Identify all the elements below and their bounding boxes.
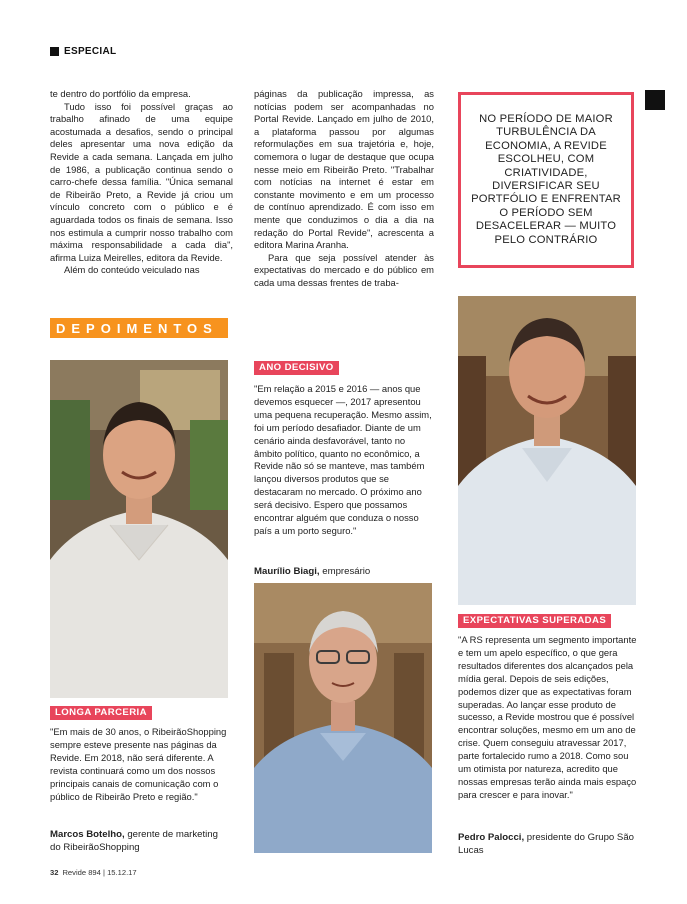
pull-quote (458, 92, 634, 268)
testimonial-tag: EXPECTATIVAS SUPERADAS (458, 614, 611, 628)
testimonial-name: Maurílio Biagi, (254, 566, 320, 577)
page-footer (50, 868, 137, 877)
depoimentos-label: DEPOIMENTOS (56, 320, 218, 336)
portrait-photo-marcos-botelho (50, 360, 228, 698)
testimonial-signature (458, 831, 638, 857)
paragraph: Além do conteúdo veiculado nas (64, 264, 200, 276)
testimonial-signature (254, 565, 434, 578)
testimonial-quote: "Em mais de 30 anos, o RibeirãoShopping sempre esteve presente nas páginas da Revide. Em 2018, não será diferente. A revista continuará como um dos nossos principais canais de comunicação com o público de Ribeirão Preto e região." (50, 726, 227, 802)
testimonial-tag: LONGA PARCERIA (50, 706, 152, 720)
testimonial-role: presidente do Grupo São Lucas (458, 832, 635, 856)
testimonial-quote: "A RS representa um segmento importante e tem um apelo específico, o que gera resultados diferentes dos alcançados pela mídia geral. Depois de seis edições, podemos dizer que as expectativas foram superadas. Ao lançar esse produto de sucesso, a Revide mostrou que é possível encontrar soluções, mesmo em um ano de crise. Quem conseguiu atravessar 2017, parte fortalecido rumo a 2018. Como sou um otimista por natureza, acredito que nossas empresas terão ainda mais espaço para crescer e para inovar." (458, 634, 637, 800)
section-header (50, 46, 116, 57)
paragraph: Tudo isso foi possível graças ao trabalho afinado de uma equipe acostumada a desafios, sendo o principal deles apresentar uma nova edição da Revide a cada semana. Lançada em julho de 1986, a publicação continua sendo o carro-chefe dessa família. "Única semanal de Ribeirão Preto, a Revide já criou um vínculo concreto com o público e é aguardada todos os finais de semana. Isso nos estimula a cumprir nosso trabalho com máxima responsabilidade a cada dia", afirma Luiza Meirelles, editora da Revide. (50, 100, 233, 263)
issue-info: Revide 894 | 15.12.17 (62, 868, 137, 877)
body-column-1 (50, 88, 233, 277)
page-number: 32 (50, 868, 59, 877)
section-marker-icon (50, 47, 59, 56)
testimonial-quote: "Em relação a 2015 e 2016 — anos que devemos esquecer —, 2017 apresentou uma pequena recuperação. Mesmo assim, foi um período desafiador. Diante de um cenário ainda desfavorável, tanto no âmbito político, quanto no econômico, a Revide não só se manteve, mas também lançou diversos produtos que se destacaram no mercado. O próximo ano será decisivo. Espero que possamos encontrar alguém que conduza o nosso país a um porto seguro." (254, 383, 432, 536)
testimonial-tag: ANO DECISIVO (254, 361, 339, 375)
testimonial-name: Marcos Botelho, (50, 829, 125, 840)
portrait-photo-maurilio-biagi (254, 583, 432, 853)
portrait-photo-pedro-palocci (458, 296, 636, 605)
testimonial-role: gerente de marketing do RibeirãoShopping (50, 829, 218, 853)
testimonial-name: Pedro Palocci, (458, 832, 525, 843)
body-column-2 (254, 88, 434, 290)
corner-marker-icon (645, 90, 665, 110)
pull-quote-text: NO PERÍODO DE MAIOR TURBULÊNCIA DA ECONOMIA, A REVIDE ESCOLHEU, COM CRIATIVIDADE, DIVERSIFICAR SEU PORTFÓLIO E ENFRENTAR O PERÍODO SEM DESACELERAR — MUITO PELO CONTRÁRIO (471, 112, 621, 246)
paragraph: te dentro do portfólio da empresa. (50, 88, 191, 99)
section-label: ESPECIAL (64, 46, 117, 57)
paragraph: páginas da publicação impressa, as notícias podem ser acompanhadas no Portal Revide. Lançado em julho de 2010, a plataforma passou por algumas reformulações em sua trajetória e, hoje, comemora o lugar de destaque que ocupa nesse meio em Ribeirão Preto. "Trabalhar com notícias na internet é estar em constante movimento e em um processo de contínuo aprendizado. É com isso em mente que conduzimos o dia a dia na redação do Portal Revide", acrescenta a editora Marina Aranha. (254, 88, 434, 251)
testimonial-role: empresário (322, 566, 371, 577)
paragraph: Para que seja possível atender às expectativas do mercado e do público em cada uma dessas frentes de traba- (254, 251, 434, 288)
depoimentos-banner (50, 318, 228, 338)
testimonial-signature (50, 828, 230, 854)
